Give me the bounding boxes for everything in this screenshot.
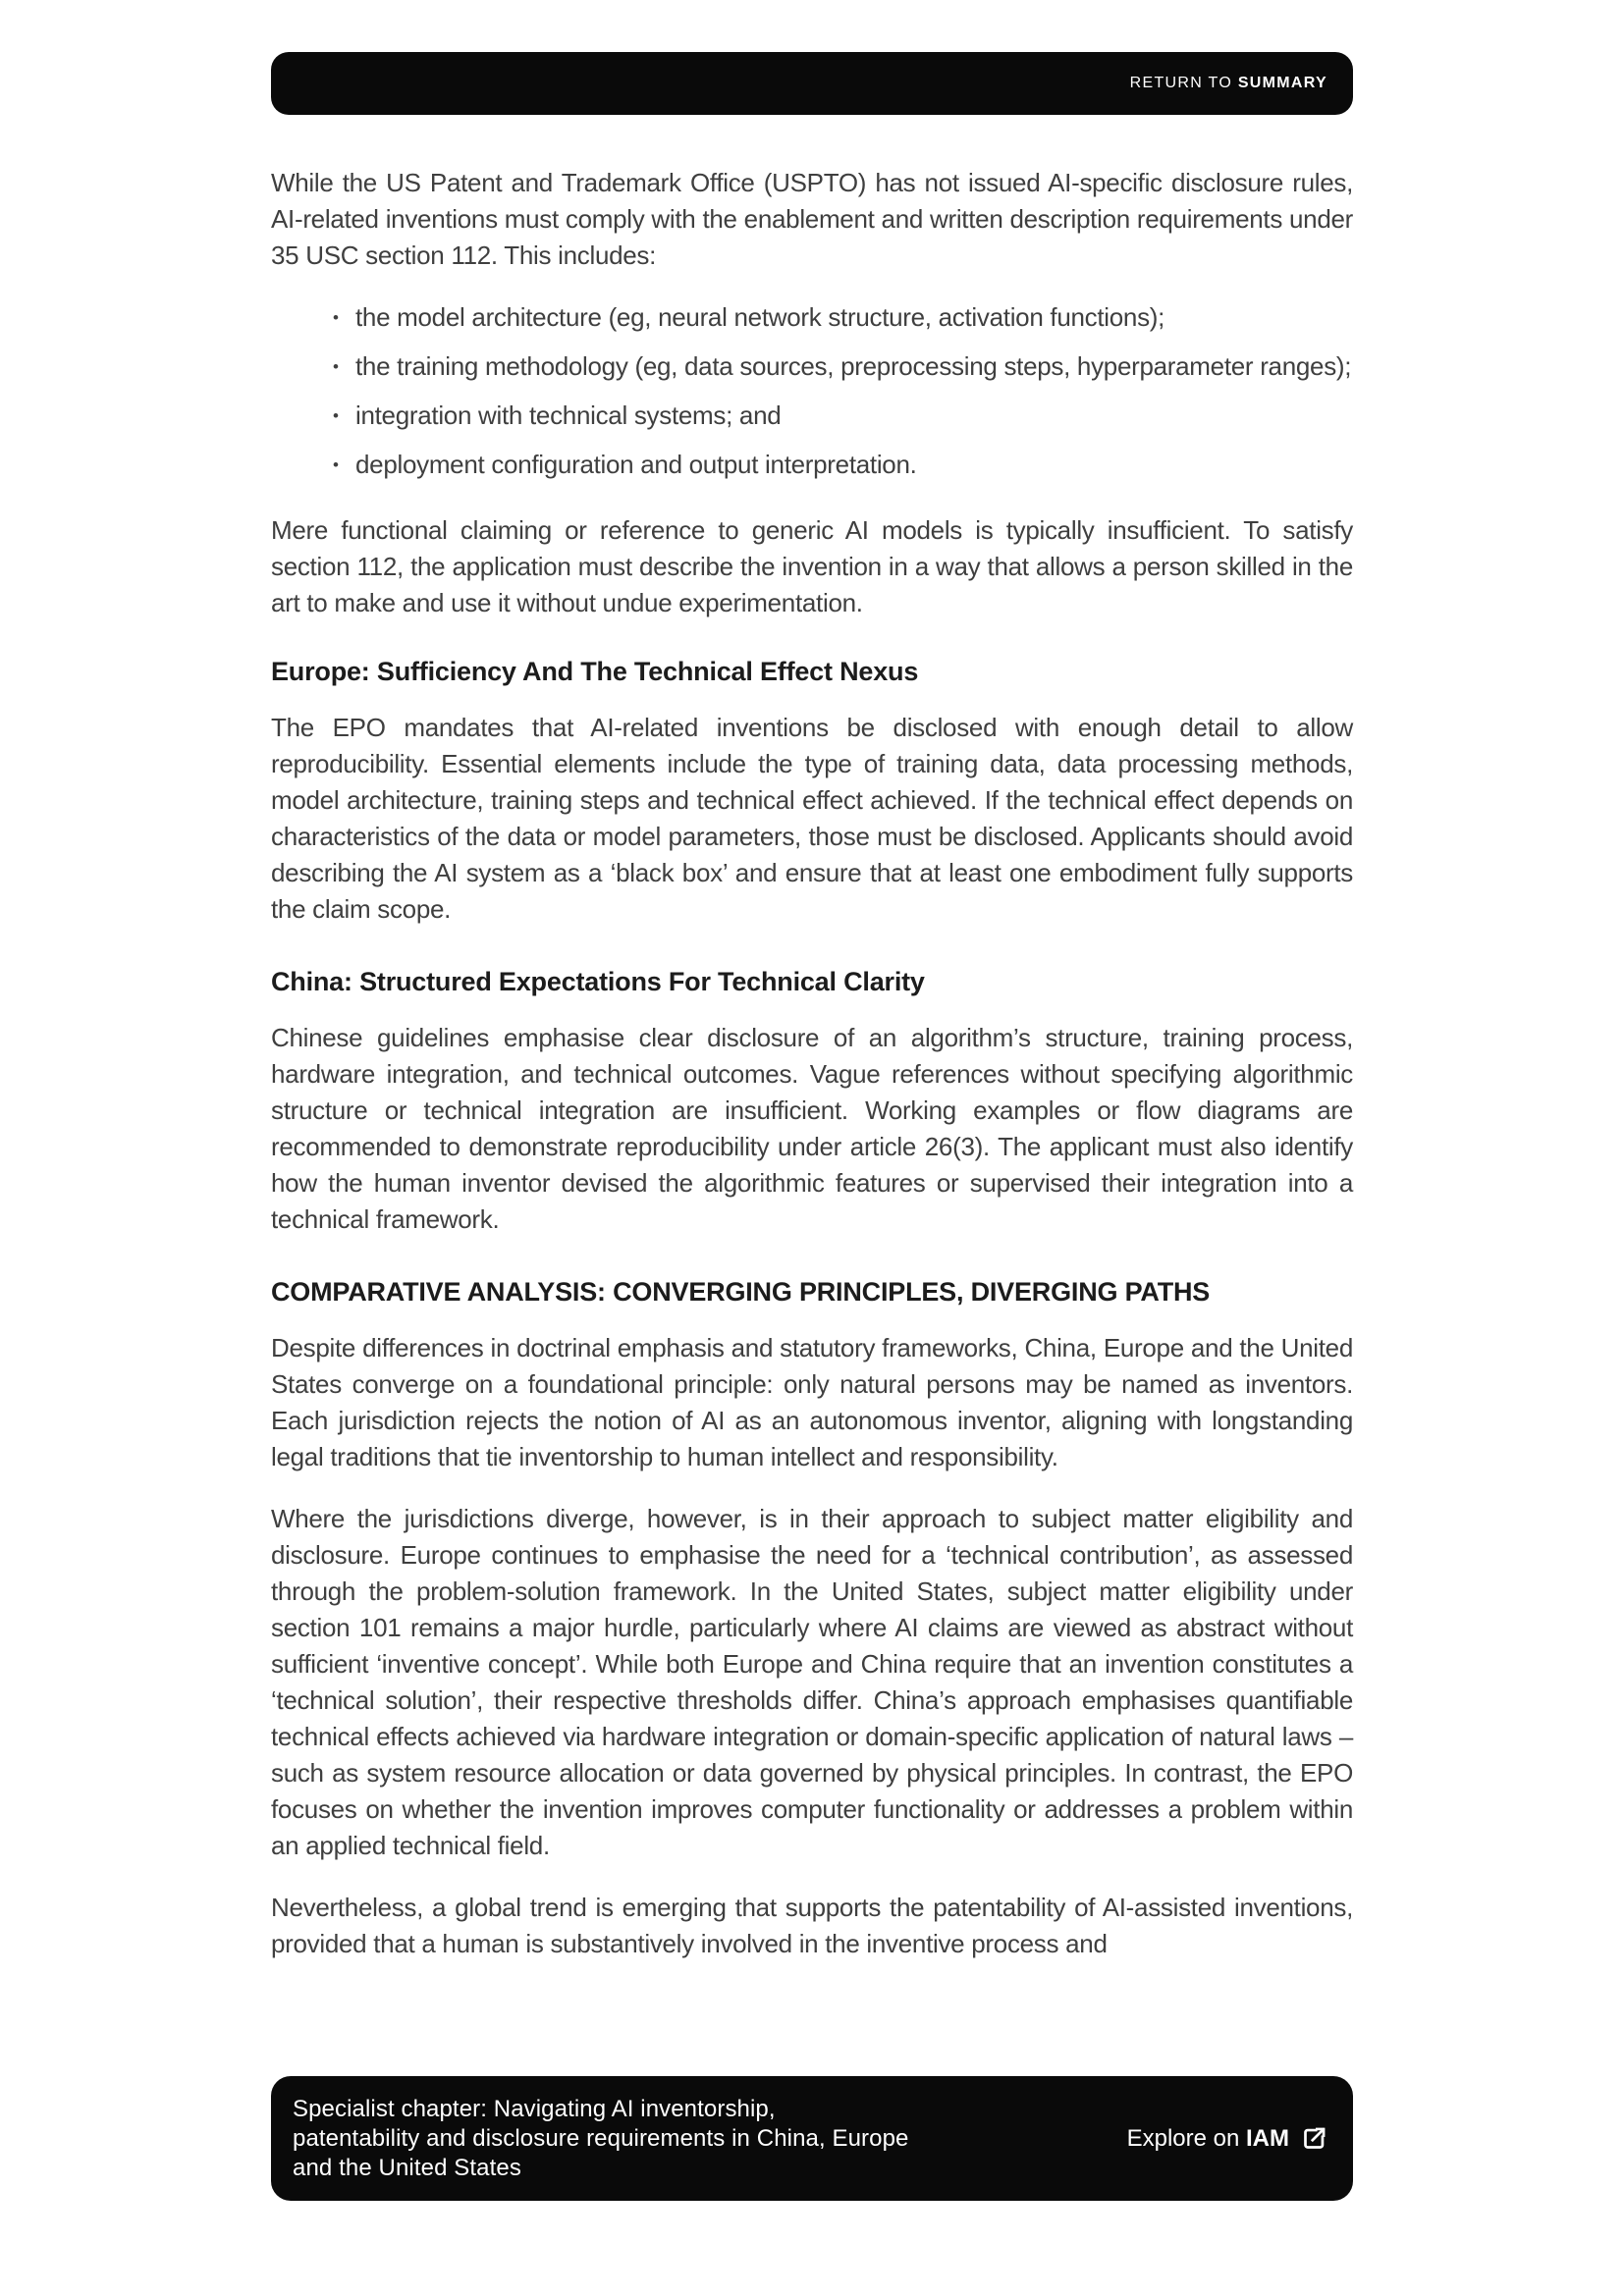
external-link-icon [1301, 2125, 1327, 2152]
list-item [271, 447, 1353, 483]
paragraph-convergence: Despite differences in doctrinal emphasis and statutory frameworks, China, Europe and the United States converge on a foundational principle: only natural persons may be named as inventors. Each jurisdiction rejects the notion of AI as an autonomous inventor, aligning with longstanding legal traditions that tie inventorship to human intellect and responsibility. [271, 1333, 1353, 1471]
heading-china: China: Structured Expectations For Technical Clarity [271, 967, 925, 996]
list-item-text: integration with technical systems; and [355, 400, 782, 430]
heading-europe: Europe: Sufficiency And The Technical Effect Nexus [271, 657, 919, 686]
paragraph-global-trend: Nevertheless, a global trend is emerging that supports the patentability of AI-assisted inventions, provided that a human is substantively involved in the inventive process and [271, 1893, 1353, 1958]
return-to-summary-button[interactable] [271, 52, 1353, 115]
list-item [271, 299, 1353, 336]
bullet-icon: • [333, 357, 339, 376]
chapter-title-line: Specialist chapter: Navigating AI inventorship, [293, 2095, 776, 2122]
chapter-title [293, 2095, 909, 2183]
paragraph-uspto: While the US Patent and Trademark Office (USPTO) has not issued AI-specific disclosure rules, AI-related inventions must comply with the enablement and written description requirements under 35 USC section 112. This includes: [271, 168, 1353, 270]
footer-bar [271, 2076, 1353, 2201]
paragraph-functional-claiming: Mere functional claiming or reference to generic AI models is typically insufficient. To satisfy section 112, the application must describe the invention in a way that allows a person skilled in the art to make and use it without undue experimentation. [271, 515, 1353, 617]
bullet-icon: • [333, 455, 339, 474]
bullet-icon: • [333, 308, 339, 327]
heading-comparative-analysis: COMPARATIVE ANALYSIS: CONVERGING PRINCIPLES, DIVERGING PATHS [271, 1277, 1211, 1307]
explore-on-iam-label: Explore on IAM [1126, 2124, 1289, 2152]
list-item-text: the training methodology (eg, data sources, preprocessing steps, hyperparameter ranges); [355, 351, 1352, 381]
return-to-summary-label: RETURN TO SUMMARY [1129, 75, 1327, 91]
paragraph-divergence: Where the jurisdictions diverge, however, is in their approach to subject matter eligibility and disclosure. Europe continues to emphasise the need for a ‘technical contribution’, as assessed through the problem-solution framework. In the United States, subject matter eligibility under section 101 remains a major hurdle, particularly where AI claims are viewed as abstract without sufficient ‘inventive concept’. While both Europe and China require that an invention constitutes a ‘technical solution’, their respective thresholds differ. China’s approach emphasises quantifiable technical effects achieved via hardware integration or domain-specific application of natural laws – such as system resource allocation or data governed by physical principles. In contrast, the EPO focuses on whether the invention improves computer functionality or addresses a problem within an applied technical field. [271, 1504, 1353, 1860]
chapter-title-line: patentability and disclosure requirements in China, Europe [293, 2124, 909, 2152]
paragraph-china: Chinese guidelines emphasise clear disclosure of an algorithm’s structure, training process, hardware integration, and technical outcomes. Vague references without specifying algorithmic structure or technical integration are insufficient. Working examples or flow diagrams are recommended to demonstrate reproducibility under article 26(3). The applicant must also identify how the human inventor devised the algorithmic features or supervised their integration into a technical framework. [271, 1023, 1353, 1234]
paragraph-epo: The EPO mandates that AI-related inventions be disclosed with enough detail to allow reproducibility. Essential elements include the type of training data, data processing methods, model architecture, training steps and technical effect achieved. If the technical effect depends on characteristics of the data or model parameters, those must be disclosed. Applicants should avoid describing the AI system as a ‘black box’ and ensure that at least one embodiment fully supports the claim scope. [271, 713, 1353, 924]
list-item-text: the model architecture (eg, neural network structure, activation functions); [355, 302, 1165, 332]
list-item-text: deployment configuration and output interpretation. [355, 450, 917, 479]
chapter-title-line: and the United States [293, 2154, 521, 2181]
list-item [271, 398, 1353, 434]
document-body [271, 165, 1353, 1988]
explore-on-iam-link[interactable] [1127, 2125, 1327, 2153]
disclosure-requirements-list [271, 299, 1353, 483]
bullet-icon: • [333, 406, 339, 425]
list-item [271, 348, 1353, 385]
